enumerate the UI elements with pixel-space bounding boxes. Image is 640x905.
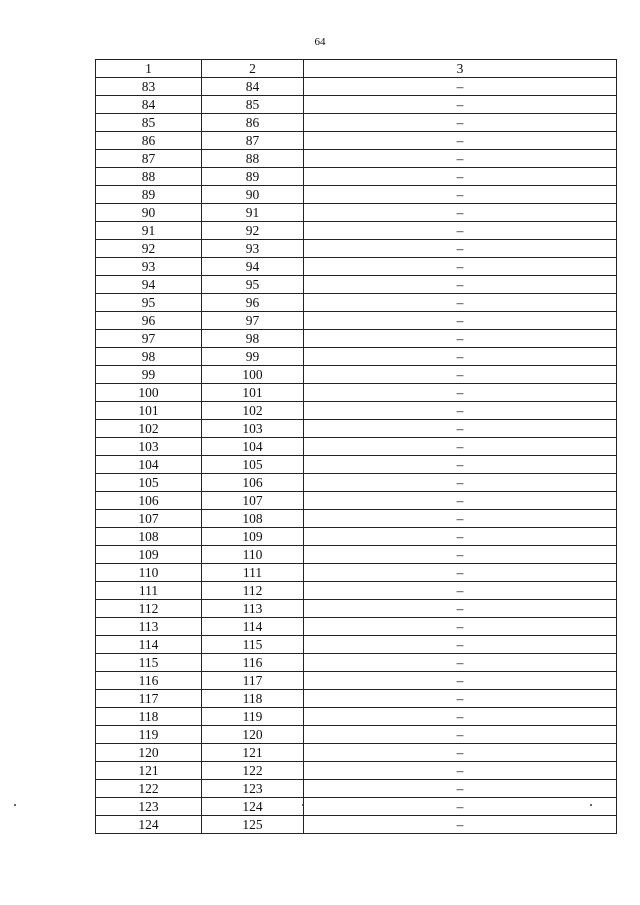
table-cell-col-1: 124 xyxy=(96,816,202,834)
table-row xyxy=(96,672,617,690)
table-cell-col-3: – xyxy=(304,348,617,366)
table-cell-col-2: 96 xyxy=(202,294,304,312)
table-cell-col-3: – xyxy=(304,726,617,744)
table-cell-col-1: 119 xyxy=(96,726,202,744)
table-cell-col-2: 106 xyxy=(202,474,304,492)
table-cell-col-1: 111 xyxy=(96,582,202,600)
table-cell-col-2: 93 xyxy=(202,240,304,258)
table-row xyxy=(96,600,617,618)
table-row xyxy=(96,744,617,762)
table-cell-col-2: 119 xyxy=(202,708,304,726)
table-row xyxy=(96,168,617,186)
table-cell-col-3: – xyxy=(304,150,617,168)
table-cell-col-3: – xyxy=(304,600,617,618)
table-cell-col-1: 97 xyxy=(96,330,202,348)
table-cell-col-2: 124 xyxy=(202,798,304,816)
table-cell-col-3: – xyxy=(304,330,617,348)
table-cell-col-2: 86 xyxy=(202,114,304,132)
table-cell-col-2: 122 xyxy=(202,762,304,780)
table-cell-col-1: 85 xyxy=(96,114,202,132)
table-row xyxy=(96,438,617,456)
table-row xyxy=(96,294,617,312)
table-row xyxy=(96,132,617,150)
table-cell-col-3: – xyxy=(304,474,617,492)
table-cell-col-3: – xyxy=(304,204,617,222)
table-cell-col-1: 110 xyxy=(96,564,202,582)
column-header-1: 1 xyxy=(96,60,202,78)
table-cell-col-1: 90 xyxy=(96,204,202,222)
table-cell-col-3: – xyxy=(304,564,617,582)
table-row xyxy=(96,276,617,294)
table-row xyxy=(96,420,617,438)
table-cell-col-1: 103 xyxy=(96,438,202,456)
table-cell-col-3: – xyxy=(304,546,617,564)
table-row xyxy=(96,582,617,600)
table-cell-col-1: 96 xyxy=(96,312,202,330)
table-row xyxy=(96,564,617,582)
table-cell-col-3: – xyxy=(304,168,617,186)
table-cell-col-2: 104 xyxy=(202,438,304,456)
table-cell-col-3: – xyxy=(304,636,617,654)
table-cell-col-1: 117 xyxy=(96,690,202,708)
table-cell-col-3: – xyxy=(304,258,617,276)
table-cell-col-2: 100 xyxy=(202,366,304,384)
table-cell-col-3: – xyxy=(304,420,617,438)
table-cell-col-2: 121 xyxy=(202,744,304,762)
table-cell-col-1: 115 xyxy=(96,654,202,672)
table-row xyxy=(96,186,617,204)
table-cell-col-1: 92 xyxy=(96,240,202,258)
table-cell-col-1: 87 xyxy=(96,150,202,168)
table-cell-col-2: 114 xyxy=(202,618,304,636)
table-row xyxy=(96,618,617,636)
table-cell-col-2: 115 xyxy=(202,636,304,654)
table-cell-col-3: – xyxy=(304,492,617,510)
table-cell-col-3: – xyxy=(304,582,617,600)
table-cell-col-1: 121 xyxy=(96,762,202,780)
table-row xyxy=(96,330,617,348)
table-row xyxy=(96,816,617,834)
table-cell-col-1: 99 xyxy=(96,366,202,384)
table-body xyxy=(96,78,617,834)
table-cell-col-3: – xyxy=(304,510,617,528)
table-row xyxy=(96,780,617,798)
table-cell-col-1: 100 xyxy=(96,384,202,402)
table-row xyxy=(96,474,617,492)
table-cell-col-2: 101 xyxy=(202,384,304,402)
table-row xyxy=(96,384,617,402)
table-cell-col-2: 98 xyxy=(202,330,304,348)
table-cell-col-2: 95 xyxy=(202,276,304,294)
table-cell-col-3: – xyxy=(304,690,617,708)
table-cell-col-2: 116 xyxy=(202,654,304,672)
table-row xyxy=(96,258,617,276)
table-cell-col-3: – xyxy=(304,114,617,132)
table-cell-col-1: 106 xyxy=(96,492,202,510)
table-row xyxy=(96,546,617,564)
table-row xyxy=(96,528,617,546)
table-cell-col-3: – xyxy=(304,528,617,546)
table-row xyxy=(96,96,617,114)
page-number: 64 xyxy=(314,36,326,48)
table-cell-col-3: – xyxy=(304,276,617,294)
table-cell-col-3: – xyxy=(304,456,617,474)
table-cell-col-2: 92 xyxy=(202,222,304,240)
table-cell-col-1: 122 xyxy=(96,780,202,798)
table-cell-col-1: 88 xyxy=(96,168,202,186)
table-cell-col-2: 94 xyxy=(202,258,304,276)
table-cell-col-3: – xyxy=(304,438,617,456)
table-row xyxy=(96,366,617,384)
table-row xyxy=(96,204,617,222)
table-cell-col-2: 111 xyxy=(202,564,304,582)
table-cell-col-2: 91 xyxy=(202,204,304,222)
table-cell-col-1: 112 xyxy=(96,600,202,618)
table-cell-col-1: 84 xyxy=(96,96,202,114)
table-row xyxy=(96,312,617,330)
table-cell-col-1: 107 xyxy=(96,510,202,528)
table-cell-col-2: 117 xyxy=(202,672,304,690)
table-cell-col-2: 87 xyxy=(202,132,304,150)
table-cell-col-2: 123 xyxy=(202,780,304,798)
table-cell-col-1: 93 xyxy=(96,258,202,276)
table-cell-col-1: 113 xyxy=(96,618,202,636)
table-row xyxy=(96,690,617,708)
table-cell-col-3: – xyxy=(304,186,617,204)
table-cell-col-3: – xyxy=(304,312,617,330)
table-cell-col-1: 101 xyxy=(96,402,202,420)
table-cell-col-2: 102 xyxy=(202,402,304,420)
table-cell-col-2: 88 xyxy=(202,150,304,168)
table-cell-col-2: 97 xyxy=(202,312,304,330)
table-cell-col-3: – xyxy=(304,366,617,384)
table-cell-col-2: 84 xyxy=(202,78,304,96)
table-cell-col-2: 85 xyxy=(202,96,304,114)
column-header-3: 3 xyxy=(304,60,617,78)
table-cell-col-3: – xyxy=(304,240,617,258)
table-header-row xyxy=(96,60,617,78)
table-cell-col-3: – xyxy=(304,762,617,780)
table-row xyxy=(96,240,617,258)
table-cell-col-2: 103 xyxy=(202,420,304,438)
table-cell-col-1: 118 xyxy=(96,708,202,726)
table-cell-col-1: 116 xyxy=(96,672,202,690)
table-cell-col-1: 102 xyxy=(96,420,202,438)
table-cell-col-2: 120 xyxy=(202,726,304,744)
data-table xyxy=(95,59,617,834)
table-cell-col-1: 83 xyxy=(96,78,202,96)
table-cell-col-2: 107 xyxy=(202,492,304,510)
table-cell-col-1: 89 xyxy=(96,186,202,204)
table-row xyxy=(96,150,617,168)
table-row xyxy=(96,114,617,132)
scan-speck xyxy=(590,804,592,806)
table-row xyxy=(96,492,617,510)
table-cell-col-3: – xyxy=(304,798,617,816)
table-cell-col-1: 120 xyxy=(96,744,202,762)
table-cell-col-2: 108 xyxy=(202,510,304,528)
table-cell-col-3: – xyxy=(304,618,617,636)
table-cell-col-1: 91 xyxy=(96,222,202,240)
table-cell-col-3: – xyxy=(304,672,617,690)
table-cell-col-1: 114 xyxy=(96,636,202,654)
table-cell-col-3: – xyxy=(304,294,617,312)
table-cell-col-2: 125 xyxy=(202,816,304,834)
table-cell-col-1: 105 xyxy=(96,474,202,492)
table-cell-col-3: – xyxy=(304,132,617,150)
table-cell-col-3: – xyxy=(304,78,617,96)
table-cell-col-1: 98 xyxy=(96,348,202,366)
table-cell-col-3: – xyxy=(304,96,617,114)
table-row xyxy=(96,726,617,744)
table-cell-col-3: – xyxy=(304,780,617,798)
table-cell-col-2: 105 xyxy=(202,456,304,474)
table-cell-col-2: 89 xyxy=(202,168,304,186)
table-row xyxy=(96,510,617,528)
table-cell-col-3: – xyxy=(304,654,617,672)
table-row xyxy=(96,78,617,96)
table-row xyxy=(96,456,617,474)
table-cell-col-3: – xyxy=(304,744,617,762)
table-cell-col-3: – xyxy=(304,222,617,240)
scan-speck xyxy=(302,804,304,806)
table-cell-col-1: 108 xyxy=(96,528,202,546)
table-cell-col-2: 109 xyxy=(202,528,304,546)
table-cell-col-2: 118 xyxy=(202,690,304,708)
table-row xyxy=(96,348,617,366)
table-row xyxy=(96,636,617,654)
column-header-2: 2 xyxy=(202,60,304,78)
table-cell-col-1: 95 xyxy=(96,294,202,312)
table-cell-col-1: 109 xyxy=(96,546,202,564)
table-cell-col-3: – xyxy=(304,816,617,834)
table-cell-col-3: – xyxy=(304,708,617,726)
table-cell-col-1: 104 xyxy=(96,456,202,474)
table-cell-col-1: 94 xyxy=(96,276,202,294)
table-row xyxy=(96,402,617,420)
table-cell-col-1: 86 xyxy=(96,132,202,150)
table-cell-col-2: 90 xyxy=(202,186,304,204)
table-row xyxy=(96,654,617,672)
table-cell-col-2: 113 xyxy=(202,600,304,618)
table-row xyxy=(96,798,617,816)
table-row xyxy=(96,708,617,726)
table-cell-col-2: 99 xyxy=(202,348,304,366)
table-cell-col-2: 110 xyxy=(202,546,304,564)
table-row xyxy=(96,222,617,240)
table-cell-col-3: – xyxy=(304,384,617,402)
scan-speck xyxy=(14,804,16,806)
table-cell-col-2: 112 xyxy=(202,582,304,600)
table-cell-col-1: 123 xyxy=(96,798,202,816)
table-row xyxy=(96,762,617,780)
table-cell-col-3: – xyxy=(304,402,617,420)
